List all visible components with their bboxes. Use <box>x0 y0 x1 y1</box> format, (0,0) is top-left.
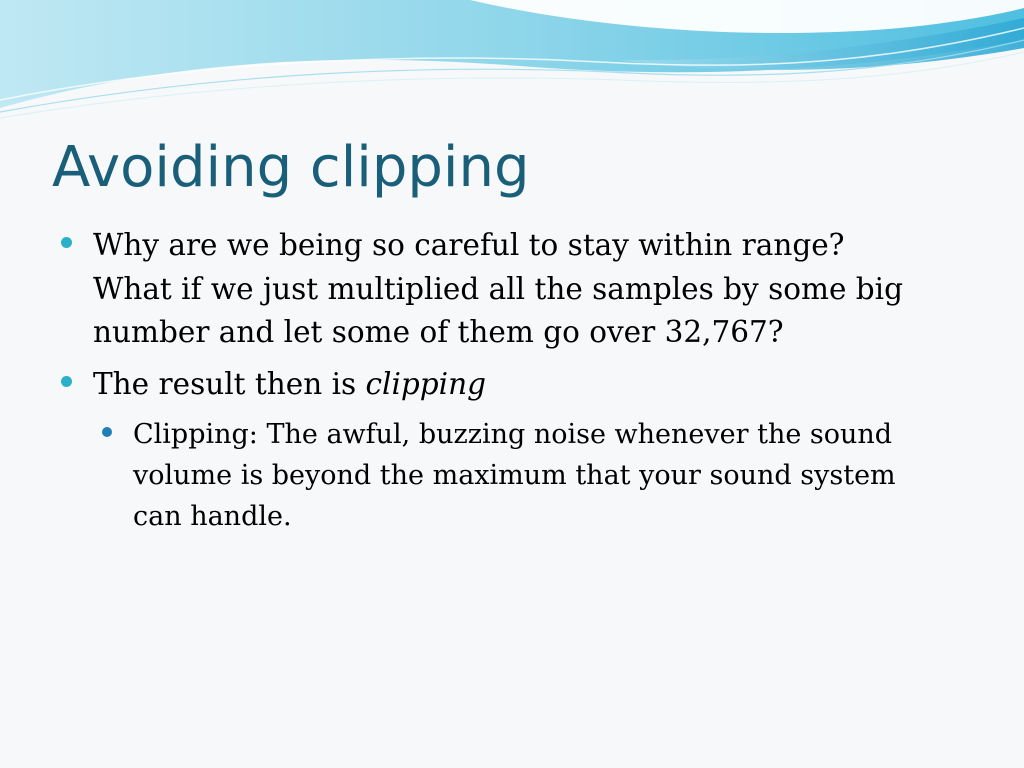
bullet-item <box>60 363 980 407</box>
sub-bullet-dot-icon <box>102 427 112 437</box>
sub-bullet-item <box>102 414 980 537</box>
slide-title: Avoiding clipping <box>52 135 530 200</box>
sub-bullet-line: volume is beyond the maximum that your sound system <box>133 460 896 491</box>
sub-bullet-line: can handle. <box>133 501 292 532</box>
bullet-line: What if we just multiplied all the samples by some big <box>93 271 903 306</box>
bullet-dot-icon <box>61 376 72 387</box>
bullet-line: Why are we being so careful to stay within range? <box>93 228 845 262</box>
sub-bullet-line: Clipping: The awful, buzzing noise whenever the sound <box>133 419 893 450</box>
bullet-line: number and let some of them go over 32,767? <box>93 315 784 349</box>
bullet-line <box>93 363 980 407</box>
slide-body <box>60 224 980 537</box>
bullet-emphasis: clipping <box>365 366 486 401</box>
bullet-dot-icon <box>61 237 72 248</box>
bullet-item <box>60 224 980 355</box>
wave-header-decoration <box>0 0 1024 130</box>
bullet-text: The result then is <box>93 366 366 401</box>
